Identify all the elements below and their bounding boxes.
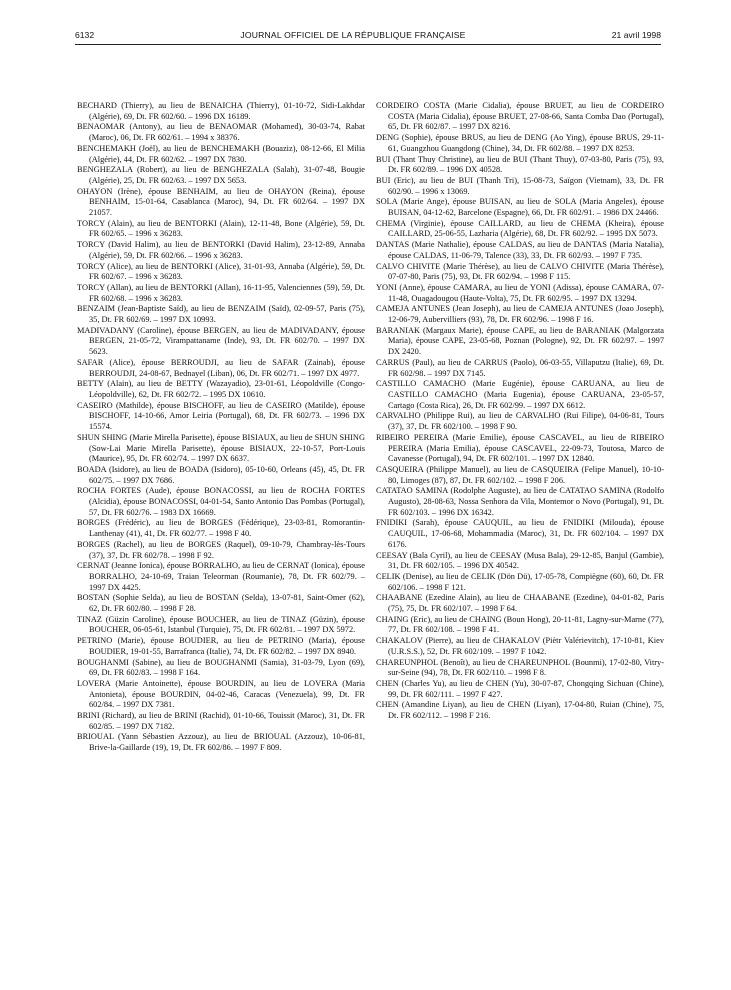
decree-entry: BECHARD (Thierry), au lieu de BENAICHA (Thierry), 01-10-72, Sidi-Lakhdar (Algérie), 69, Dt. FR 602/60. – 1996 DX 16189. [77,101,365,121]
decree-entry: CARRUS (Paul), au lieu de CARRUS (Paolo), 06-03-55, Villaputzu (Italie), 69, Dt. FR 602/98. – 1997 DX 7145. [376,357,664,378]
decree-entry: CEESAY (Bala Cyril), au lieu de CEESAY (Musa Bala), 29-12-85, Banjul (Gambie), 31, Dt. FR 602/105. – 1996 DX 40542. [376,550,664,571]
decree-entry: BUI (Eric), au lieu de BUI (Thanh Tri), 15-08-73, Saïgon (Vietnam), 33, Dt. FR 602/90. – 1996 x 13069. [376,175,664,196]
journal-title: JOURNAL OFFICIEL DE LA RÉPUBLIQUE FRANÇAISE [240,30,466,40]
decree-entry: CAMEJA ANTUNES (Jean Joseph), au lieu de CAMEJA ANTUNES (Joao Joseph), 12-06-79, Aubervilliers (93), 78, Dt. FR 602/96. – 1998 F 16. [376,304,664,325]
decree-entry: CALVO CHIVITE (Marie Thérèse), au lieu de CALVO CHIVITE (Maria Thérèse), 07-07-80, Paris (75), 93, Dt. FR 602/94. – 1998 F 115. [376,261,664,282]
decree-entry: CERNAT (Jeanne Ionica), épouse BORRALHO, au lieu de CERNAT (Ionica), épouse BORRALHO, 24-10-69, Traian Teleorman (Roumanie), 78, Dt. FR 602/79. – 1997 DX 4425. [77,561,365,592]
decree-entry: CHEMA (Virginie), épouse CAILLARD, au lieu de CHEMA (Kheira), épouse CAILLARD, 25-06-55, Lazharia (Algérie), 68, Dt. FR 602/92. – 1995 DX 5073. [376,218,664,239]
page-header [75,27,661,43]
right-column [376,101,664,722]
decree-entry: CHAREUNPHOL (Benoît), au lieu de CHAREUNPHOL (Bounmi), 17-02-80, Vitry-sur-Seine (94), 78, Dt. FR 602/110. – 1998 F 8. [376,657,664,678]
decree-entry: DANTAS (Marie Nathalie), épouse CALDAS, au lieu de DANTAS (Maria Natalia), épouse CALDAS, 11-06-79, Talence (33), 33, Dt. FR 602/93. – 1997 F 735. [376,240,664,260]
decree-entry: BRINI (Richard), au lieu de BRINI (Rachid), 01-10-66, Touissit (Maroc), 31, Dt. FR 602/85. – 1997 DX 7182. [77,711,365,731]
decree-entry: TORCY (Allan), au lieu de BENTORKI (Allan), 16-11-95, Valenciennes (59), 59, Dt. FR 602/68. – 1996 x 36283. [77,282,365,303]
decree-entry: TORCY (David Halim), au lieu de BENTORKI (David Halim), 23-12-89, Annaba (Algérie), 59, Dt. FR 602/66. – 1996 x 36283. [77,240,365,260]
decree-entry: LOVERA (Marie Antoinette), épouse BOURDIN, au lieu de LOVERA (Maria Antonieta), épouse BOURDIN, 04-02-46, Caracas (Venezuela), 99, Dt. FR 602/84. – 1997 DX 7381. [77,678,365,710]
decree-entry: DENG (Sophie), épouse BRUS, au lieu de DENG (Ao Ying), épouse BRUS, 29-11-61, Guangzhou Guangdong (Chine), 34, Dt. FR 602/88. – 1997 DX 8253. [376,133,664,153]
decree-entry: TORCY (Alain), au lieu de BENTORKI (Alain), 12-11-48, Bone (Algérie), 59, Dt. FR 602/65. – 1996 x 36283. [77,218,365,239]
decree-entry: BOSTAN (Sophie Selda), au lieu de BOSTAN (Selda), 13-07-81, Saint-Omer (62), 62, Dt. FR 602/80. – 1998 F 28. [77,593,365,614]
decree-entry: CHEN (Amandine Liyan), au lieu de CHEN (Liyan), 17-04-80, Ruian (Chine), 75, Dt. FR 602/112. – 1998 F 216. [376,700,664,721]
decree-entry: SOLA (Marie Ange), épouse BUISAN, au lieu de SOLA (Maria Angeles), épouse BUISAN, 04-12-62, Barcelone (Espagne), 66, Dt. FR 602/91. – 1986 DX 24466. [376,197,664,218]
decree-entry: SAFAR (Alice), épouse BERROUDJI, au lieu de SAFAR (Zainab), épouse BERROUDJI, 24-08-67, Bednayel (Liban), 06, Dt. FR 602/71. – 1997 DX 4977. [77,357,365,378]
decree-entry: CASEIRO (Mathilde), épouse BISCHOFF, au lieu de CASEIRO (Matilde), épouse BISCHOFF, 14-10-66, Amor Leiria (Portugal), 68, Dt. FR 602/73. – 1996 DX 15574. [77,400,365,432]
publication-date: 21 avril 1998 [611,30,661,40]
decree-entry: SHUN SHING (Marie Mirella Parisette), épouse BISIAUX, au lieu de SHUN SHING (Sow-Lai Marie Mirella Parisette), épouse BISIAUX, 22-10-57, Port-Louis (Maurice), 95, Dt. FR 602/74. – 1997 DX 6637. [77,432,365,464]
decree-entry: BRIOUAL (Yann Sébastien Azzouz), au lieu de BRIOUAL (Azzouz), 10-06-81, Brive-la-Gaillarde (19), 19, Dt. FR 602/86. – 1997 F 809. [77,732,365,753]
decree-entry: MADIVADANY (Caroline), épouse BERGEN, au lieu de MADIVADANY, épouse BERGEN, 21-05-72, Virampattaname (Inde), 93, Dt. FR 602/70. – 1997 DX 5623. [77,325,365,357]
decree-entry: BUI (Thant Thuy Christine), au lieu de BUI (Thant Thuy), 07-03-80, Paris (75), 93, Dt. FR 602/89. – 1996 DX 40528. [376,154,664,175]
decree-entry: BOUGHANMI (Sabine), au lieu de BOUGHANMI (Samia), 31-03-79, Lyon (69), 69, Dt. FR 602/83. – 1998 F 164. [77,657,365,678]
decree-entry: BENAOMAR (Antony), au lieu de BENAOMAR (Mohamed), 30-03-74, Rabat (Maroc), 06, Dt. FR 602/61. – 1994 x 38376. [77,122,365,143]
decree-entry: FNIDIKI (Sarah), épouse CAUQUIL, au lieu de FNIDIKI (Milouda), épouse CAUQUIL, 17-06-68, Mohammadia (Maroc), 31, Dt. FR 602/104. – 1997 DX 6176. [376,518,664,549]
decree-entry: BETTY (Alain), au lieu de BETTY (Wazayadio), 23-01-61, Léopoldville (Congo-Léopoldville), 62, Dt. FR 602/72. – 1995 DX 10610. [77,379,365,399]
decree-entry: CHEN (Charles Yu), au lieu de CHEN (Yu), 30-07-87, Chongqing Sichuan (Chine), 99, Dt. FR 602/111. – 1997 F 427. [376,678,664,699]
decree-entry: PETRINO (Marie), épouse BOUDIER, au lieu de PETRINO (Maria), épouse BOUDIER, 19-01-55, Barrafranca (Italie), 74, Dt. FR 602/82. – 1997 DX 8940. [77,636,365,656]
decree-entry: BORGES (Frédéric), au lieu de BORGES (Fédérique), 23-03-81, Romorantin-Lanthenay (41), 41, Dt. FR 602/77. – 1998 F 40. [77,518,365,539]
decree-entry: TORCY (Alice), au lieu de BENTORKI (Alice), 31-01-93, Annaba (Algérie), 59, Dt. FR 602/67. – 1996 x 36283. [77,261,365,282]
decree-entry: CHAING (Eric), au lieu de CHAING (Boun Hong), 20-11-81, Lagny-sur-Marne (77), 77, Dt. FR 602/108. – 1998 F 41. [376,614,664,635]
header-rule [75,44,661,45]
decree-entry: RIBEIRO PEREIRA (Marie Emilie), épouse CASCAVEL, au lieu de RIBEIRO PEREIRA (Maria Emilia), épouse CASCAVEL, 22-09-73, Toutosa, Marco de Cavanesse (Portugal), 94, Dt. FR 602/101. – 1997 DX 12840. [376,432,664,464]
decree-entry: BOADA (Isidore), au lieu de BOADA (Isidoro), 05-10-60, Orleans (45), 45, Dt. FR 602/75. – 1997 DX 7686. [77,464,365,485]
decree-entry: CHAKALOV (Pierre), au lieu de CHAKALOV (Piètr Valérievitch), 17-10-81, Kiev (U.R.S.S.), 52, Dt. FR 602/109. – 1997 F 1042. [376,636,664,656]
decree-entry: CELIK (Denise), au lieu de CELIK (Dön Dü), 17-05-78, Compiègne (60), 60, Dt. FR 602/106. – 1998 F 121. [376,571,664,592]
decree-entry: OHAYON (Irène), épouse BENHAIM, au lieu de OHAYON (Reina), épouse BENHAIM, 15-01-64, Casablanca (Maroc), 94, Dt. FR 602/64. – 1997 DX 21057. [77,186,365,218]
decree-entry: CASTILLO CAMACHO (Marie Eugénie), épouse CARUANA, au lieu de CASTILLO CAMACHO (Maria Eugenia), épouse CARUANA, 23-05-57, Cartago (Costa Rica), 26, Dt. FR 602/99. – 1997 DX 6612. [376,379,664,410]
decree-entry: BARANIAK (Margaux Marie), épouse CAPE, au lieu de BARANIAK (Malgorzata Maria), épouse CAPE, 23-05-68, Poznan (Pologne), 92, Dt. FR 602/97. – 1997 DX 2420. [376,325,664,357]
decree-entry: YONI (Anne), épouse CAMARA, au lieu de YONI (Adissa), épouse CAMARA, 07-11-48, Ouagadougou (Haute-Volta), 75, Dt. FR 602/95. – 1997 DX 13294. [376,282,664,303]
decree-entry: BORGES (Rachel), au lieu de BORGES (Raquel), 09-10-79, Chambray-lès-Tours (37), 37, Dt. FR 602/78. – 1998 F 92. [77,539,365,560]
decree-entry: CATATAO SAMINA (Rodolphe Auguste), au lieu de CATATAO SAMINA (Rodolfo Augusto), 28-08-63, Nossa Senhora da Vila, Montemor o Novo (Portugal), 91, Dt. FR 602/103. – 1996 DX 16342. [376,486,664,517]
decree-entry: CHAABANE (Ezedine Alain), au lieu de CHAABANE (Ezedine), 04-01-82, Paris (75), 75, Dt. FR 602/107. – 1998 F 64. [376,593,664,614]
decree-entry: BENGHEZALA (Robert), au lieu de BENGHEZALA (Salah), 31-07-48, Bougie (Algérie), 25, Dt. FR 602/63. – 1997 DX 5653. [77,165,365,185]
decree-entry: BENCHEMAKH (Joël), au lieu de BENCHEMAKH (Bouaziz), 08-12-66, El Milia (Algérie), 44, Dt. FR 602/62. – 1997 DX 7830. [77,143,365,164]
decree-entry: TINAZ (Güzin Caroline), épouse BOUCHER, au lieu de TINAZ (Güzin), épouse BOUCHER, 06-05-61, Istanbul (Turquie), 75, Dt. FR 602/81. – 1997 DX 5972. [77,614,365,635]
decree-entry: CARVALHO (Philippe Rui), au lieu de CARVALHO (Rui Filipe), 04-06-81, Tours (37), 37, Dt. FR 602/100. – 1998 F 90. [376,411,664,432]
decree-entry: CASQUEIRA (Philippe Manuel), au lieu de CASQUEIRA (Felipe Manuel), 10-10-80, Limoges (87), 87, Dt. FR 602/102. – 1998 F 206. [376,464,664,485]
decree-entry: ROCHA FORTES (Aude), épouse BONACOSSI, au lieu de ROCHA FORTES (Alcidia), épouse BONACOSSI, 04-01-54, Santo Antonio Das Pombas (Portugal), 57, Dt. FR 602/76. – 1983 DX 16669. [77,486,365,517]
decree-entry: CORDEIRO COSTA (Marie Cidalia), épouse BRUET, au lieu de CORDEIRO COSTA (Maria Cidalia), épouse BRUET, 27-08-66, Santa Comba Dao (Portugal), 65, Dt. FR 602/87. – 1997 DX 8216. [376,101,664,132]
left-column [77,101,365,754]
decree-entry: BENZAIM (Jean-Baptiste Saïd), au lieu de BENZAIM (Saïd), 02-09-57, Paris (75), 35, Dt. FR 602/69. – 1997 DX 10993. [77,304,365,325]
page-number: 6132 [75,30,95,40]
